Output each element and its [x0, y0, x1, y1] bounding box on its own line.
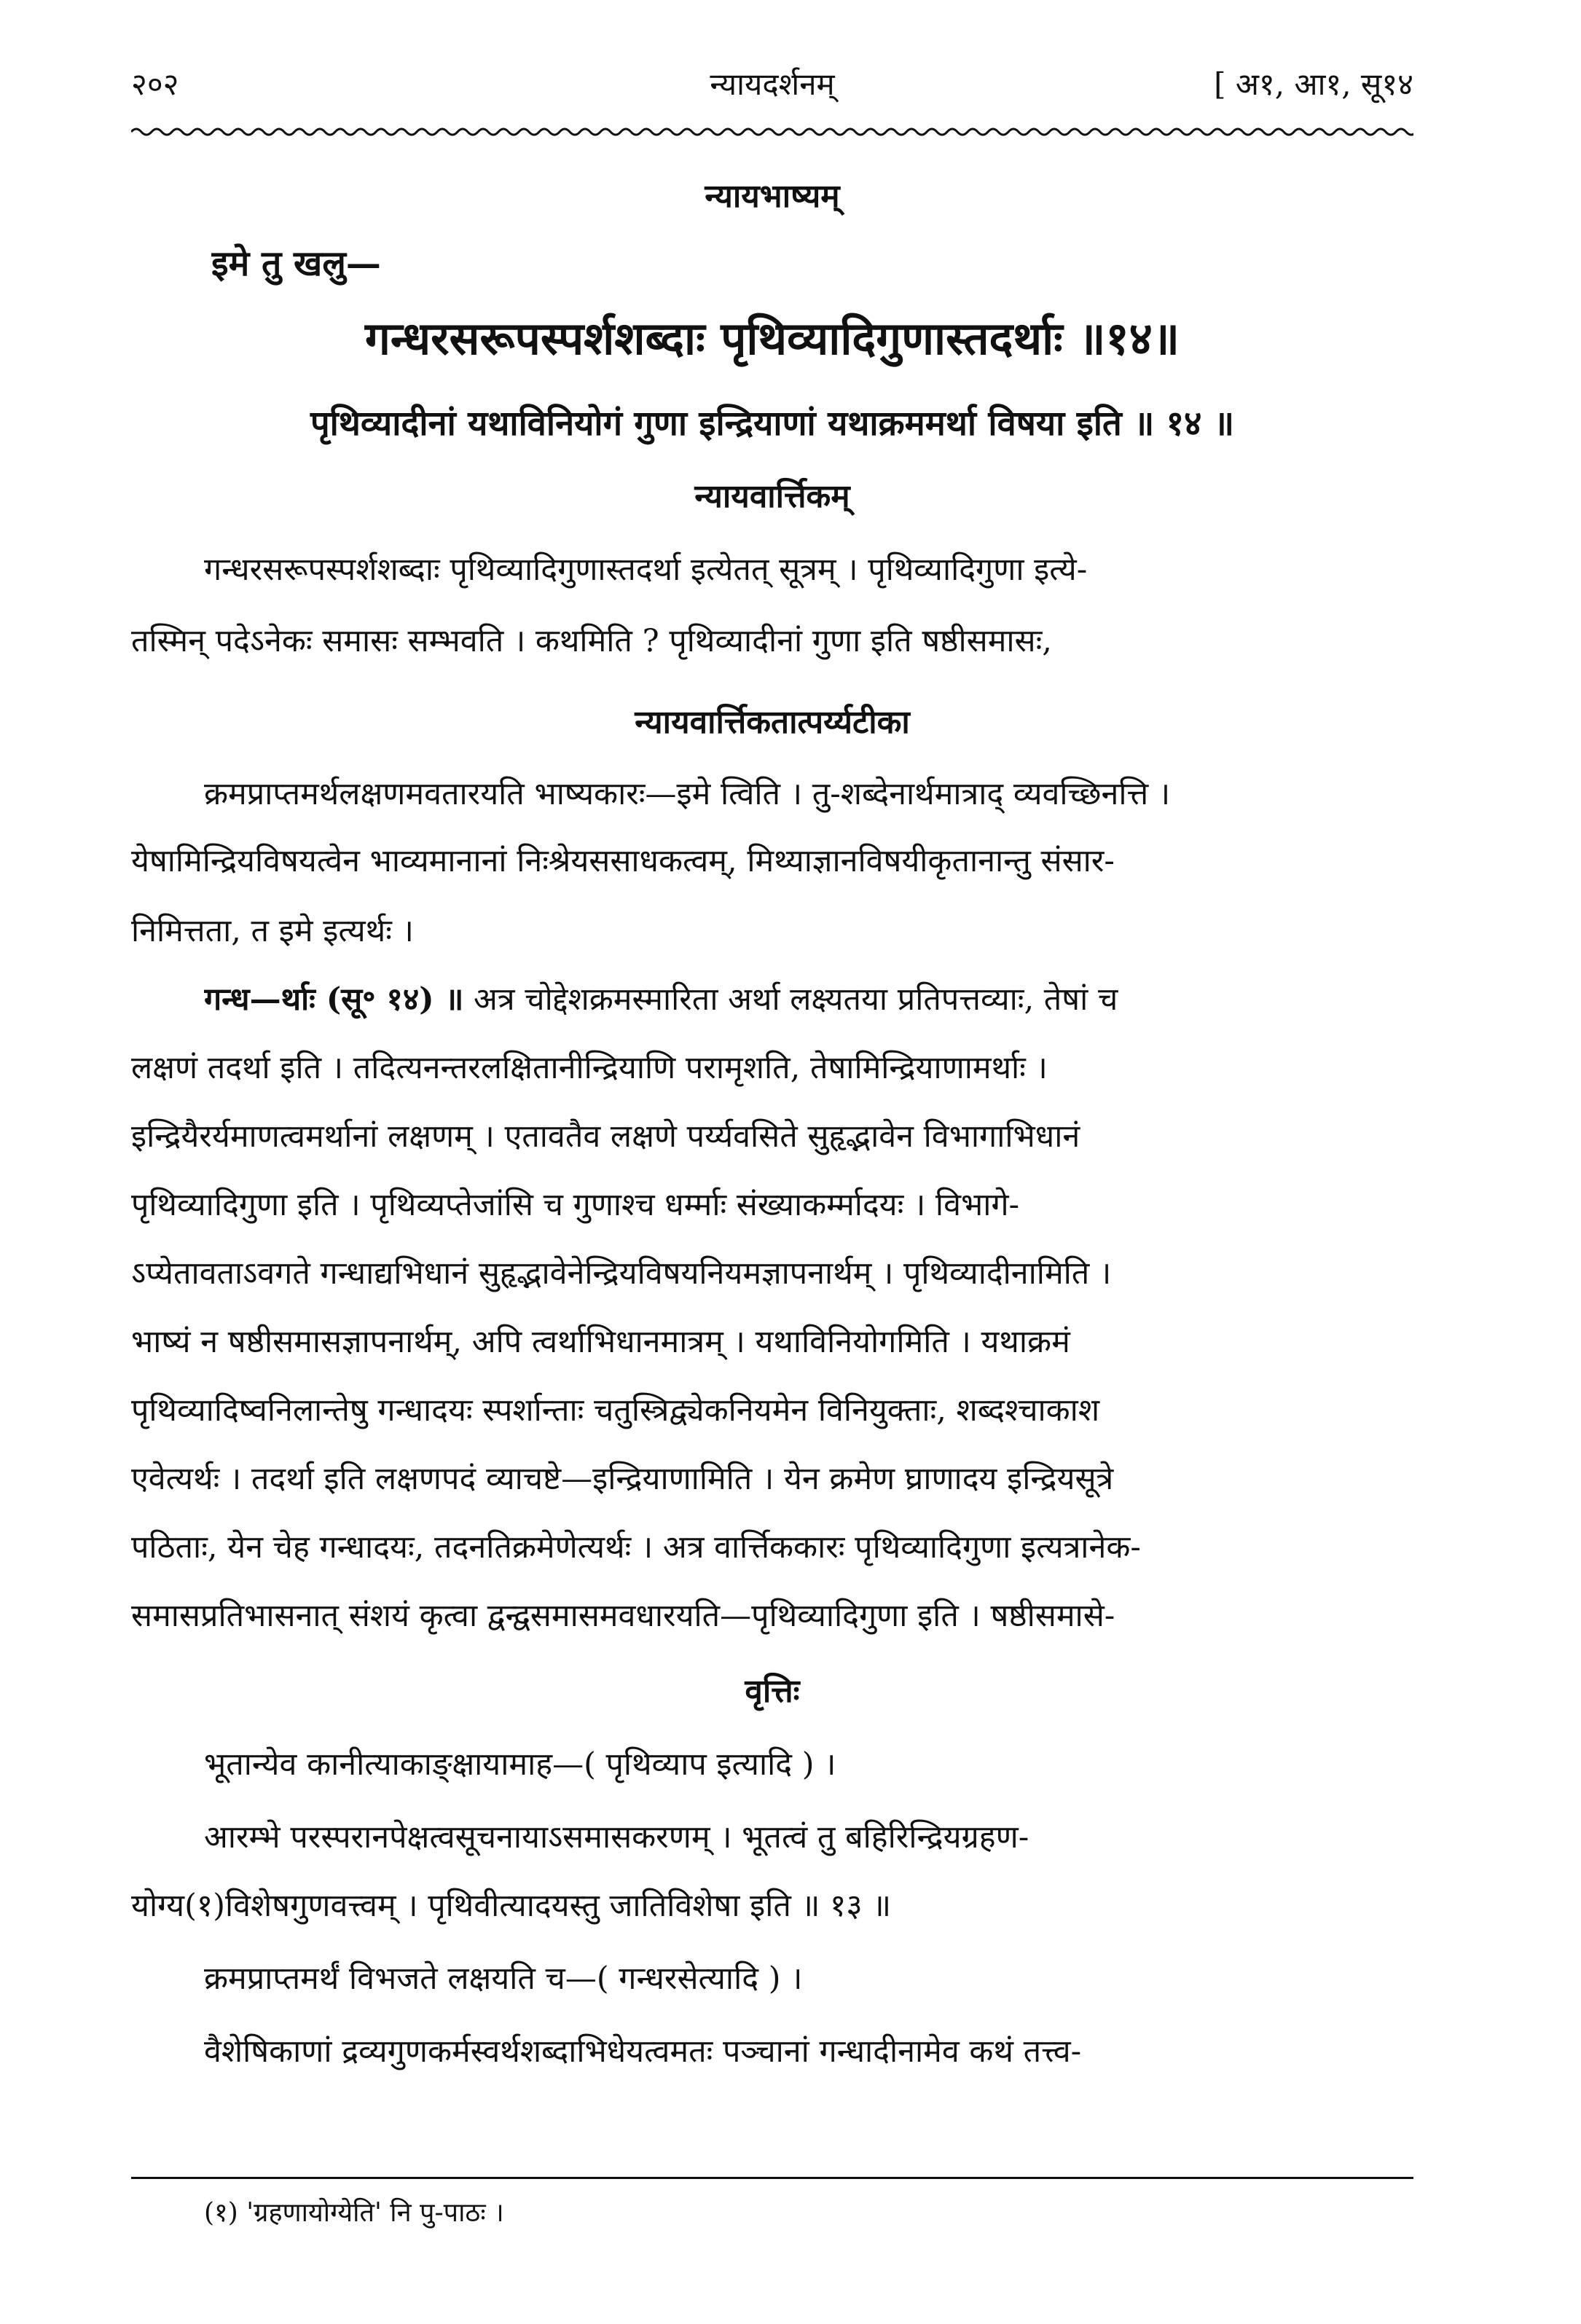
vartika-line: तस्मिन् पदेऽनेकः समासः सम्भवति । कथमिति ? पृथिव्यादीनां गुणा इति षष्ठीसमासः,	[131, 623, 1052, 659]
tika-line: पृथिव्यादिगुणा इति । पृथिव्यप्तेजांसि च गुणाश्च धर्म्माः संख्याकर्म्मादयः । विभागे-	[131, 1187, 1020, 1223]
running-head	[131, 55, 1413, 114]
section-reference: [ अ१, आ१, सू१४	[1214, 66, 1413, 102]
footnote-rule	[131, 2177, 1413, 2179]
tika-line: इन्द्रियैरर्यमाणत्वमर्थानां लक्षणम् । एतावतैव लक्षणे पर्य्यवसिते सुहृद्भावेन विभागाभिधानं	[131, 1118, 1080, 1155]
tika-para2-first-rest: अत्र चोद्देशक्रमस्मारिता अर्था लक्ष्यतया प्रतिपत्तव्याः, तेषां च	[463, 981, 1118, 1018]
footnote: (१) 'ग्रहणायोग्येति' नि पु-पाठः ।	[204, 2198, 504, 2228]
bhashya-heading: न्यायभाष्यम्	[705, 178, 840, 215]
tika-line: पठिताः, येन चेह गन्धादयः, तदनतिक्रमेणेत्यर्थः । अत्र वार्त्तिककारः पृथिव्यादिगुणा इत्यत्रानेक-	[131, 1529, 1141, 1566]
page-number: २०२	[131, 66, 179, 102]
tika-line: लक्षणं तदर्था इति । तदित्यनन्तरलक्षितानीन्द्रियाणि परामृशति, तेषामिन्द्रियाणामर्थाः ।	[131, 1050, 1048, 1086]
tika-line: समासप्रतिभासनात् संशयं कृत्वा द्वन्द्वसमासमवधारयति—पृथिव्यादिगुणा इति । षष्ठीसमासे-	[131, 1598, 1115, 1634]
tika-line: क्रमप्राप्तमर्थलक्षणमवतारयति भाष्यकारः—इमे त्विति । तु-शब्देनार्थमात्राद् व्यवच्छिनत्ति ।	[204, 776, 1171, 812]
vartika-line: गन्धरसरूपस्पर्शशब्दाः पृथिव्यादिगुणास्तदर्था इत्येतत् सूत्रम् । पृथिव्यादिगुणा इत्ये-	[204, 551, 1088, 588]
sutra-text: गन्धरसरूपस्पर्शशब्दाः पृथिव्यादिगुणास्तदर्थाः ॥१४॥	[364, 312, 1180, 365]
wavy-rule	[131, 125, 1413, 138]
vritti-line: वैशेषिकाणां द्रव्यगुणकर्मस्वर्थशब्दाभिधेयत्वमतः पञ्चानां गन्धादीनामेव कथं तत्त्व-	[204, 2033, 1082, 2070]
running-title: न्यायदर्शनम्	[710, 66, 835, 102]
tika-para2-lead: गन्ध—र्थाः (सू॰ १४) ॥	[204, 981, 464, 1018]
vritti-heading: वृत्तिः	[745, 1673, 800, 1710]
tika-line: ऽप्येतावताऽवगते गन्धाद्यभिधानं सुहृद्भावेनेन्द्रियविषयनियमज्ञापनार्थम् । पृथिव्यादीनामिति ।	[131, 1255, 1112, 1292]
tika-line: येषामिन्द्रियविषयत्वेन भाव्यमानानां निःश्रेयससाधकत्वम्, मिथ्याज्ञानविषयीकृतानान्तु संसार-	[131, 843, 1115, 879]
bhashya-lead: इमे तु खलु—	[211, 243, 381, 284]
tika-line: निमित्तता, त इमे इत्यर्थः ।	[131, 913, 414, 949]
tika-line: भाष्यं न षष्ठीसमासज्ञापनार्थम्, अपि त्वर्थाभिधानमात्रम् । यथाविनियोगमिति । यथाक्रमं	[131, 1324, 1070, 1360]
tika-line: पृथिव्यादिष्वनिलान्तेषु गन्धादयः स्पर्शान्ताः चतुस्त्रिद्व्येकनियमेन विनियुक्ताः, शब्दश्चाकाश	[131, 1392, 1100, 1429]
vritti-line: योग्य(१)विशेषगुणवत्त्वम् । पृथिवीत्यादयस्तु जातिविशेषा इति ॥ १३ ॥	[131, 1888, 892, 1924]
vartika-heading: न्यायवार्त्तिकम्	[694, 478, 850, 515]
vritti-line: भूतान्येव कानीत्याकाङ्क्षायामाह—( पृथिव्याप इत्यादि ) ।	[204, 1746, 836, 1783]
tika-line: एवेत्यर्थः । तदर्था इति लक्षणपदं व्याचष्टे—इन्द्रियाणामिति । येन क्रमेण घ्राणादय इन्द्रियसूत्रे	[131, 1461, 1114, 1497]
tika-heading: न्यायवार्त्तिकतात्पर्य्यटीका	[635, 704, 910, 741]
vritti-line: आरम्भे परस्परानपेक्षत्वसूचनायाऽसमासकरणम् । भूतत्वं तु बहिरिन्द्रियग्रहण-	[204, 1819, 1029, 1856]
sutra-gloss: पृथिव्यादीनां यथाविनियोगं गुणा इन्द्रियाणां यथाक्रममर्था विषया इति ॥ १४ ॥	[310, 404, 1235, 444]
tika-para2-first-line	[204, 976, 1413, 1023]
vritti-line: क्रमप्राप्तमर्थं विभजते लक्षयति च—( गन्धरसेत्यादि ) ।	[204, 1960, 803, 1997]
